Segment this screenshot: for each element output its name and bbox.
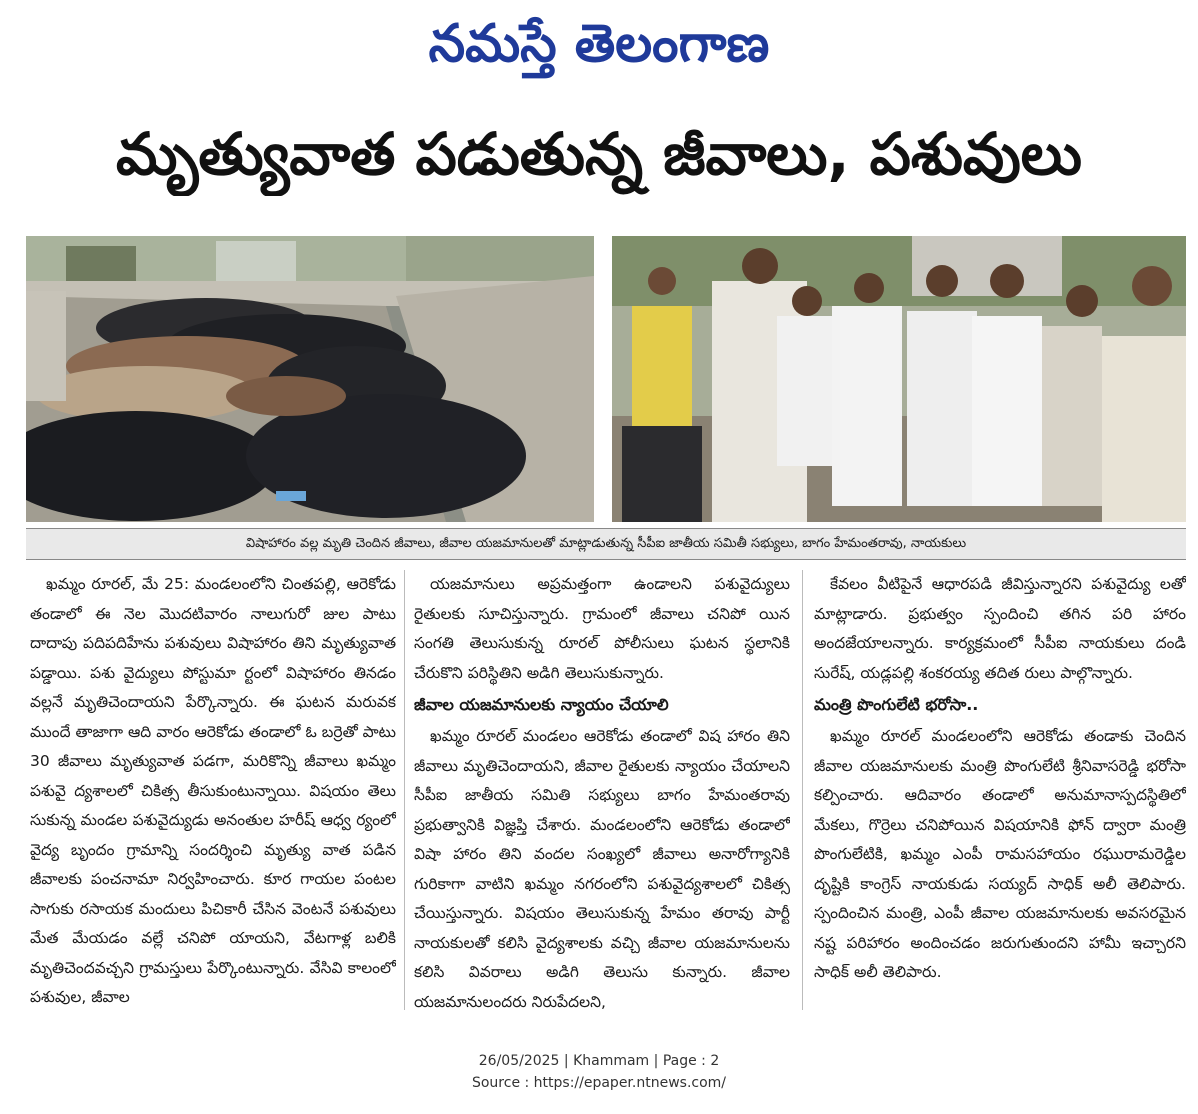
article-subheading: మంత్రి పొంగులేటి భరోసా.. — [814, 695, 979, 714]
column-divider — [404, 570, 405, 1010]
article-column-1 — [30, 570, 396, 1010]
source-link[interactable]: Source : https://epaper.ntnews.com/ — [471, 1075, 727, 1091]
article-paragraph: ఖమ్మం రూరల్ మండలంలోని ఆరెకోడు తండాకు చెందిన జీవాల యజమానులకు మంత్రి పొంగులేటి శ్రీనివాసరెడ్డి భరోసా కల్పించారు. ఆదివారం తండాలో అనుమానాస్పదస్థితిలో మేకలు, గొర్రెలు చనిపోయిన విషయానికి ఫోన్ ద్వారా మంత్రి పొంగులేటికి, ఖమ్మం ఎంపీ రామసహాయం రఘురామరెడ్డిల దృష్టికి కాంగ్రెస్ నాయకుడు సయ్యద్ సాధిక్ అలీ తెలిపారు. స్పందించిన మంత్రి, ఎంపీ జీవాల యజమానులకు అవసరమైన నష్ట పరిహారం అందించడం జరుగుతుందని హామీ ఇచ్చారని సాధిక్ అలీ తెలిపారు. — [814, 727, 1186, 981]
article-headline: మృత్యువాత పడుతున్న జీవాలు, పశువులు — [116, 120, 1082, 188]
article-column-3 — [814, 570, 1186, 1010]
article-paragraph: ఖమ్మం రూరల్ మండలం ఆరెకోడు తండాలో విష హారం తిని జీవాలు మృతిచెందాయని, జీవాల రైతులకు న్యాయం చేయాలని సీపీఐ జాతీయ సమితి సభ్యులు బాగం హేమంతరావు ప్రభుత్వానికి విజ్ఞప్తి చేశారు. మండలంలోని ఆరెకోడు తండాలో విషా హారం తిని వందల సంఖ్యలో జీవాలు అనారోగ్యానికి గురికాగా వాటిని ఖమ్మం నగరంలోని పశువైద్యశాలలో చికిత్స చేయిస్తున్నారు. విషయం తెలుసుకున్న హేమం తరావు పార్టీ నాయకులతో కలిసి వైద్యశాలకు వచ్చి జీవాల యజమానులను కలిసి వివరాలు అడిగి తెలుసు కున్నారు. జీవాల యజమానులందరు నిరుపేదలని, — [414, 727, 790, 1010]
photo-officials-meeting-owners — [612, 236, 1186, 522]
page-footer — [0, 1050, 1198, 1094]
newspaper-masthead: నమస్తే తెలంగాణ — [428, 14, 770, 74]
edition-info: 26/05/2025 | Khammam | Page : 2 — [478, 1053, 720, 1069]
article-subheading: జీవాల యజమానులకు న్యాయం చేయాలి — [414, 695, 669, 714]
photo-caption: విషాహారం వల్ల మృతి చెందిన జీవాలు, జీవాల యజమానులతో మాట్లాడుతున్న సీపీఐ జాతీయ సమితీ సభ్యులు, బాగం హేమంతరావు, నాయకులు — [26, 528, 1186, 560]
column-divider — [802, 570, 803, 1010]
article-column-2 — [414, 570, 790, 1010]
photo-dead-livestock — [26, 236, 594, 522]
article-paragraph: యజమానులు అప్రమత్తంగా ఉండాలని పశువైద్యులు రైతులకు సూచిస్తున్నారు. గ్రామంలో జీవాలు చనిపో యిన సంగతి తెలుసుకున్న రూరల్ పోలీసులు ఘటన స్థలానికి చేరుకొని పరిస్థితిని అడిగి తెలుసుకున్నారు. — [414, 575, 790, 682]
article-paragraph: కేవలం వీటిపైనే ఆధారపడి జీవిస్తున్నారని పశువైద్యు లతో మాట్లాడారు. ప్రభుత్వం స్పందించి తగిన పరి హారం అందజేయాలన్నారు. కార్యక్రమంలో సీపీఐ నాయకులు దండి సురేష్, యడ్లపల్లి శంకరయ్య తదిత రులు పాల్గొన్నారు. — [814, 575, 1186, 682]
article-paragraph: ఖమ్మం రూరల్, మే 25: మండలంలోని చింతపల్లి, ఆరెకోడు తండాలో ఈ నెల మొదటివారం నాలుగురో జుల పాటు దాదాపు పదిపదిహేను పశువులు విషాహారం తిని మృత్యువాత పడ్డాయి. పశు వైద్యులు పోస్టుమా ర్టంలో విషాహారం తినడం వల్లనే మృతిచెందాయని పేర్కొన్నారు. ఈ ఘటన మరువక ముందే తాజాగా ఆది వారం ఆరెకోడు తండాలో ఓ బర్రెతో పాటు 30 జీవాలు మృత్యువాత పడగా, మరికొన్ని జీవాలు ఖమ్మం పశువై ద్యశాలలో చికిత్స తీసుకుంటున్నాయి. విషయం తెలు సుకున్న మండల పశువైద్యుడు అనంతుల హరీష్ ఆధ్వ ర్యంలో వైద్య బృందం గ్రామాన్ని సందర్శించి మృత్యు వాత పడిన జీవాలకు పంచనామా నిర్వహించారు. కూర గాయల పంటల సాగుకు రసాయక మందులు పిచికారీ చేసిన వెంటనే పశువులు మేత మేయడం వల్లే చనిపో యాయని, వేటగాళ్ల బలికి మృతిచెందవచ్చని గ్రామస్తులు పేర్కొంటున్నారు. వేసివి కాలంలో పశువుల, జీవాల — [30, 575, 396, 1006]
